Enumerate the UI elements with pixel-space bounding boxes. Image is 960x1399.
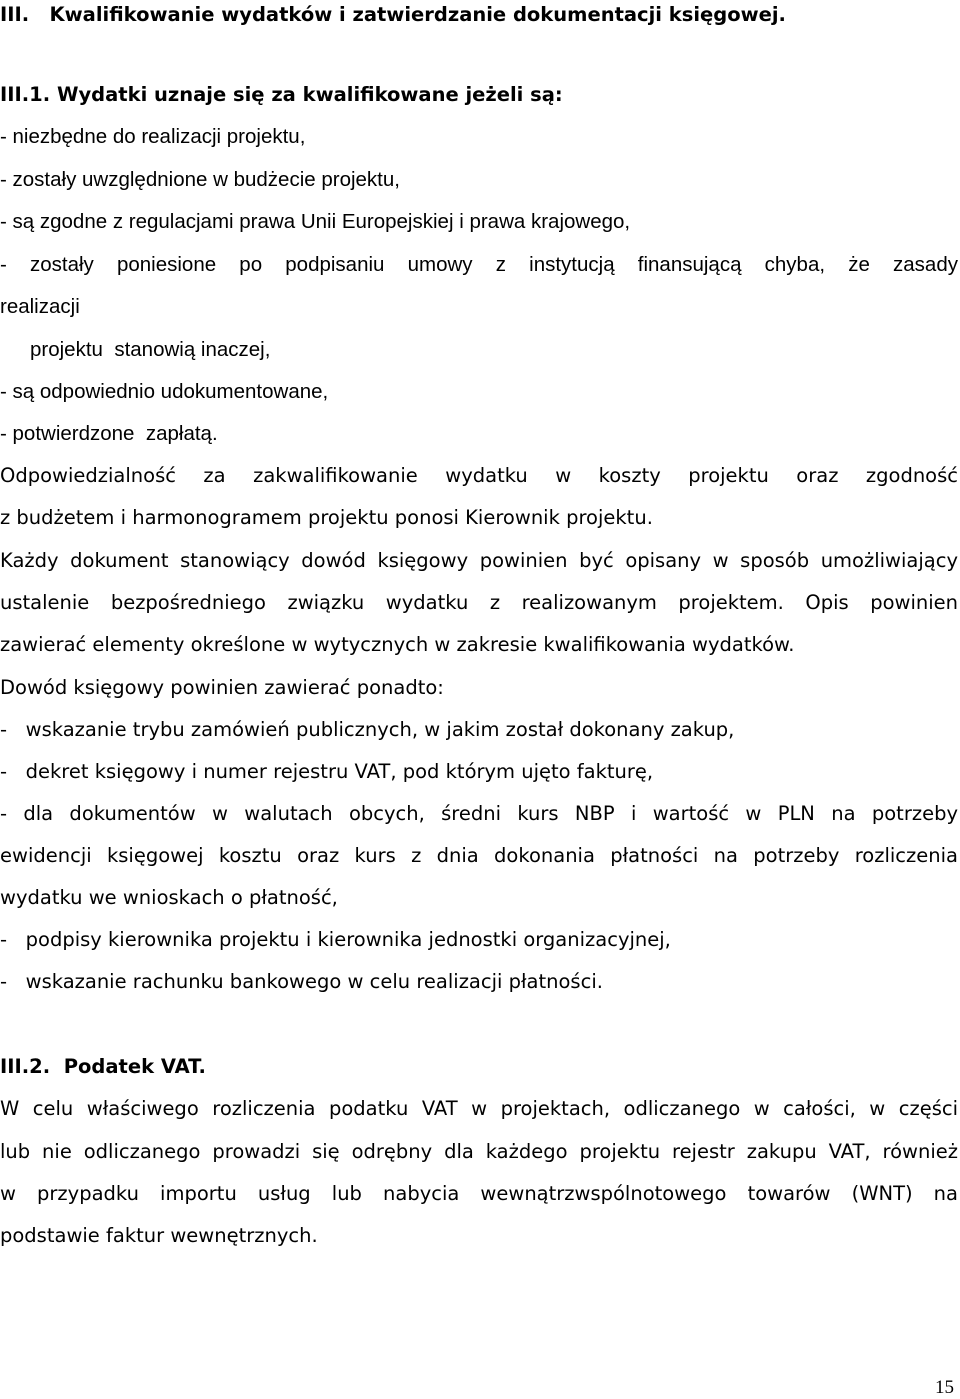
proof-item: wydatku we wnioskach o płatność, [0, 886, 338, 909]
document-desc-line: Każdy dokument stanowiący dowód księgowy powinien być opisany w sposób umożliwiający [0, 549, 958, 572]
condition-item: - potwierdzone zapłatą. [0, 422, 218, 445]
condition-item: - są zgodne z regulacjami prawa Unii Europejskiej i prawa krajowego, [0, 210, 631, 233]
condition-item: projektu stanowią inaczej, [30, 338, 271, 361]
condition-item: realizacji [0, 295, 80, 318]
document-desc-line: ustalenie bezpośredniego związku wydatku z realizowanym projektem. Opis powinien [0, 591, 958, 614]
condition-item: - są odpowiednio udokumentowane, [0, 380, 329, 403]
condition-item: - niezbędne do realizacji projektu, [0, 125, 306, 148]
proof-item: - podpisy kierownika projektu i kierownika jednostki organizacyjnej, [0, 928, 671, 951]
document-desc-line: zawierać elementy określone w wytycznych w zakresie kwalifikowania wydatków. [0, 633, 795, 656]
responsibility-line: Odpowiedzialność za zakwalifikowanie wydatku w koszty projektu oraz zgodność [0, 464, 958, 487]
vat-line: lub nie odliczanego prowadzi się odrębny dla każdego projektu rejestr zakupu VAT, również [0, 1140, 958, 1163]
vat-line: podstawie faktur wewnętrznych. [0, 1224, 318, 1247]
proof-item: - dla dokumentów w walutach obcych, średni kurs NBP i wartość w PLN na potrzeby [0, 802, 958, 825]
vat-line: w przypadku importu usług lub nabycia wewnątrzwspólnotowego towarów (WNT) na [0, 1182, 958, 1205]
proof-intro: Dowód księgowy powinien zawierać ponadto: [0, 676, 444, 699]
section-heading: III. Kwalifikowanie wydatków i zatwierdzanie dokumentacji księgowej. [0, 3, 786, 26]
proof-item: - wskazanie trybu zamówień publicznych, w jakim został dokonany zakup, [0, 718, 735, 741]
condition-item: - zostały poniesione po podpisaniu umowy z instytucją finansującą chyba, że zasady [0, 253, 958, 276]
proof-item: - wskazanie rachunku bankowego w celu realizacji płatności. [0, 970, 603, 993]
proof-item: - dekret księgowy i numer rejestru VAT, pod którym ujęto fakturę, [0, 760, 654, 783]
responsibility-line: z budżetem i harmonogramem projektu ponosi Kierownik projektu. [0, 506, 653, 529]
subsection-title-1: III.1. Wydatki uznaje się za kwalifikowane jeżeli są: [0, 83, 563, 106]
vat-line: W celu właściwego rozliczenia podatku VAT w projektach, odliczanego w całości, w części [0, 1097, 958, 1120]
proof-item: ewidencji księgowej kosztu oraz kurs z dnia dokonania płatności na potrzeby rozliczenia [0, 844, 958, 867]
page-number: 15 [935, 1377, 954, 1398]
condition-item: - zostały uwzględnione w budżecie projektu, [0, 168, 400, 191]
subsection-title-2: III.2. Podatek VAT. [0, 1055, 206, 1078]
